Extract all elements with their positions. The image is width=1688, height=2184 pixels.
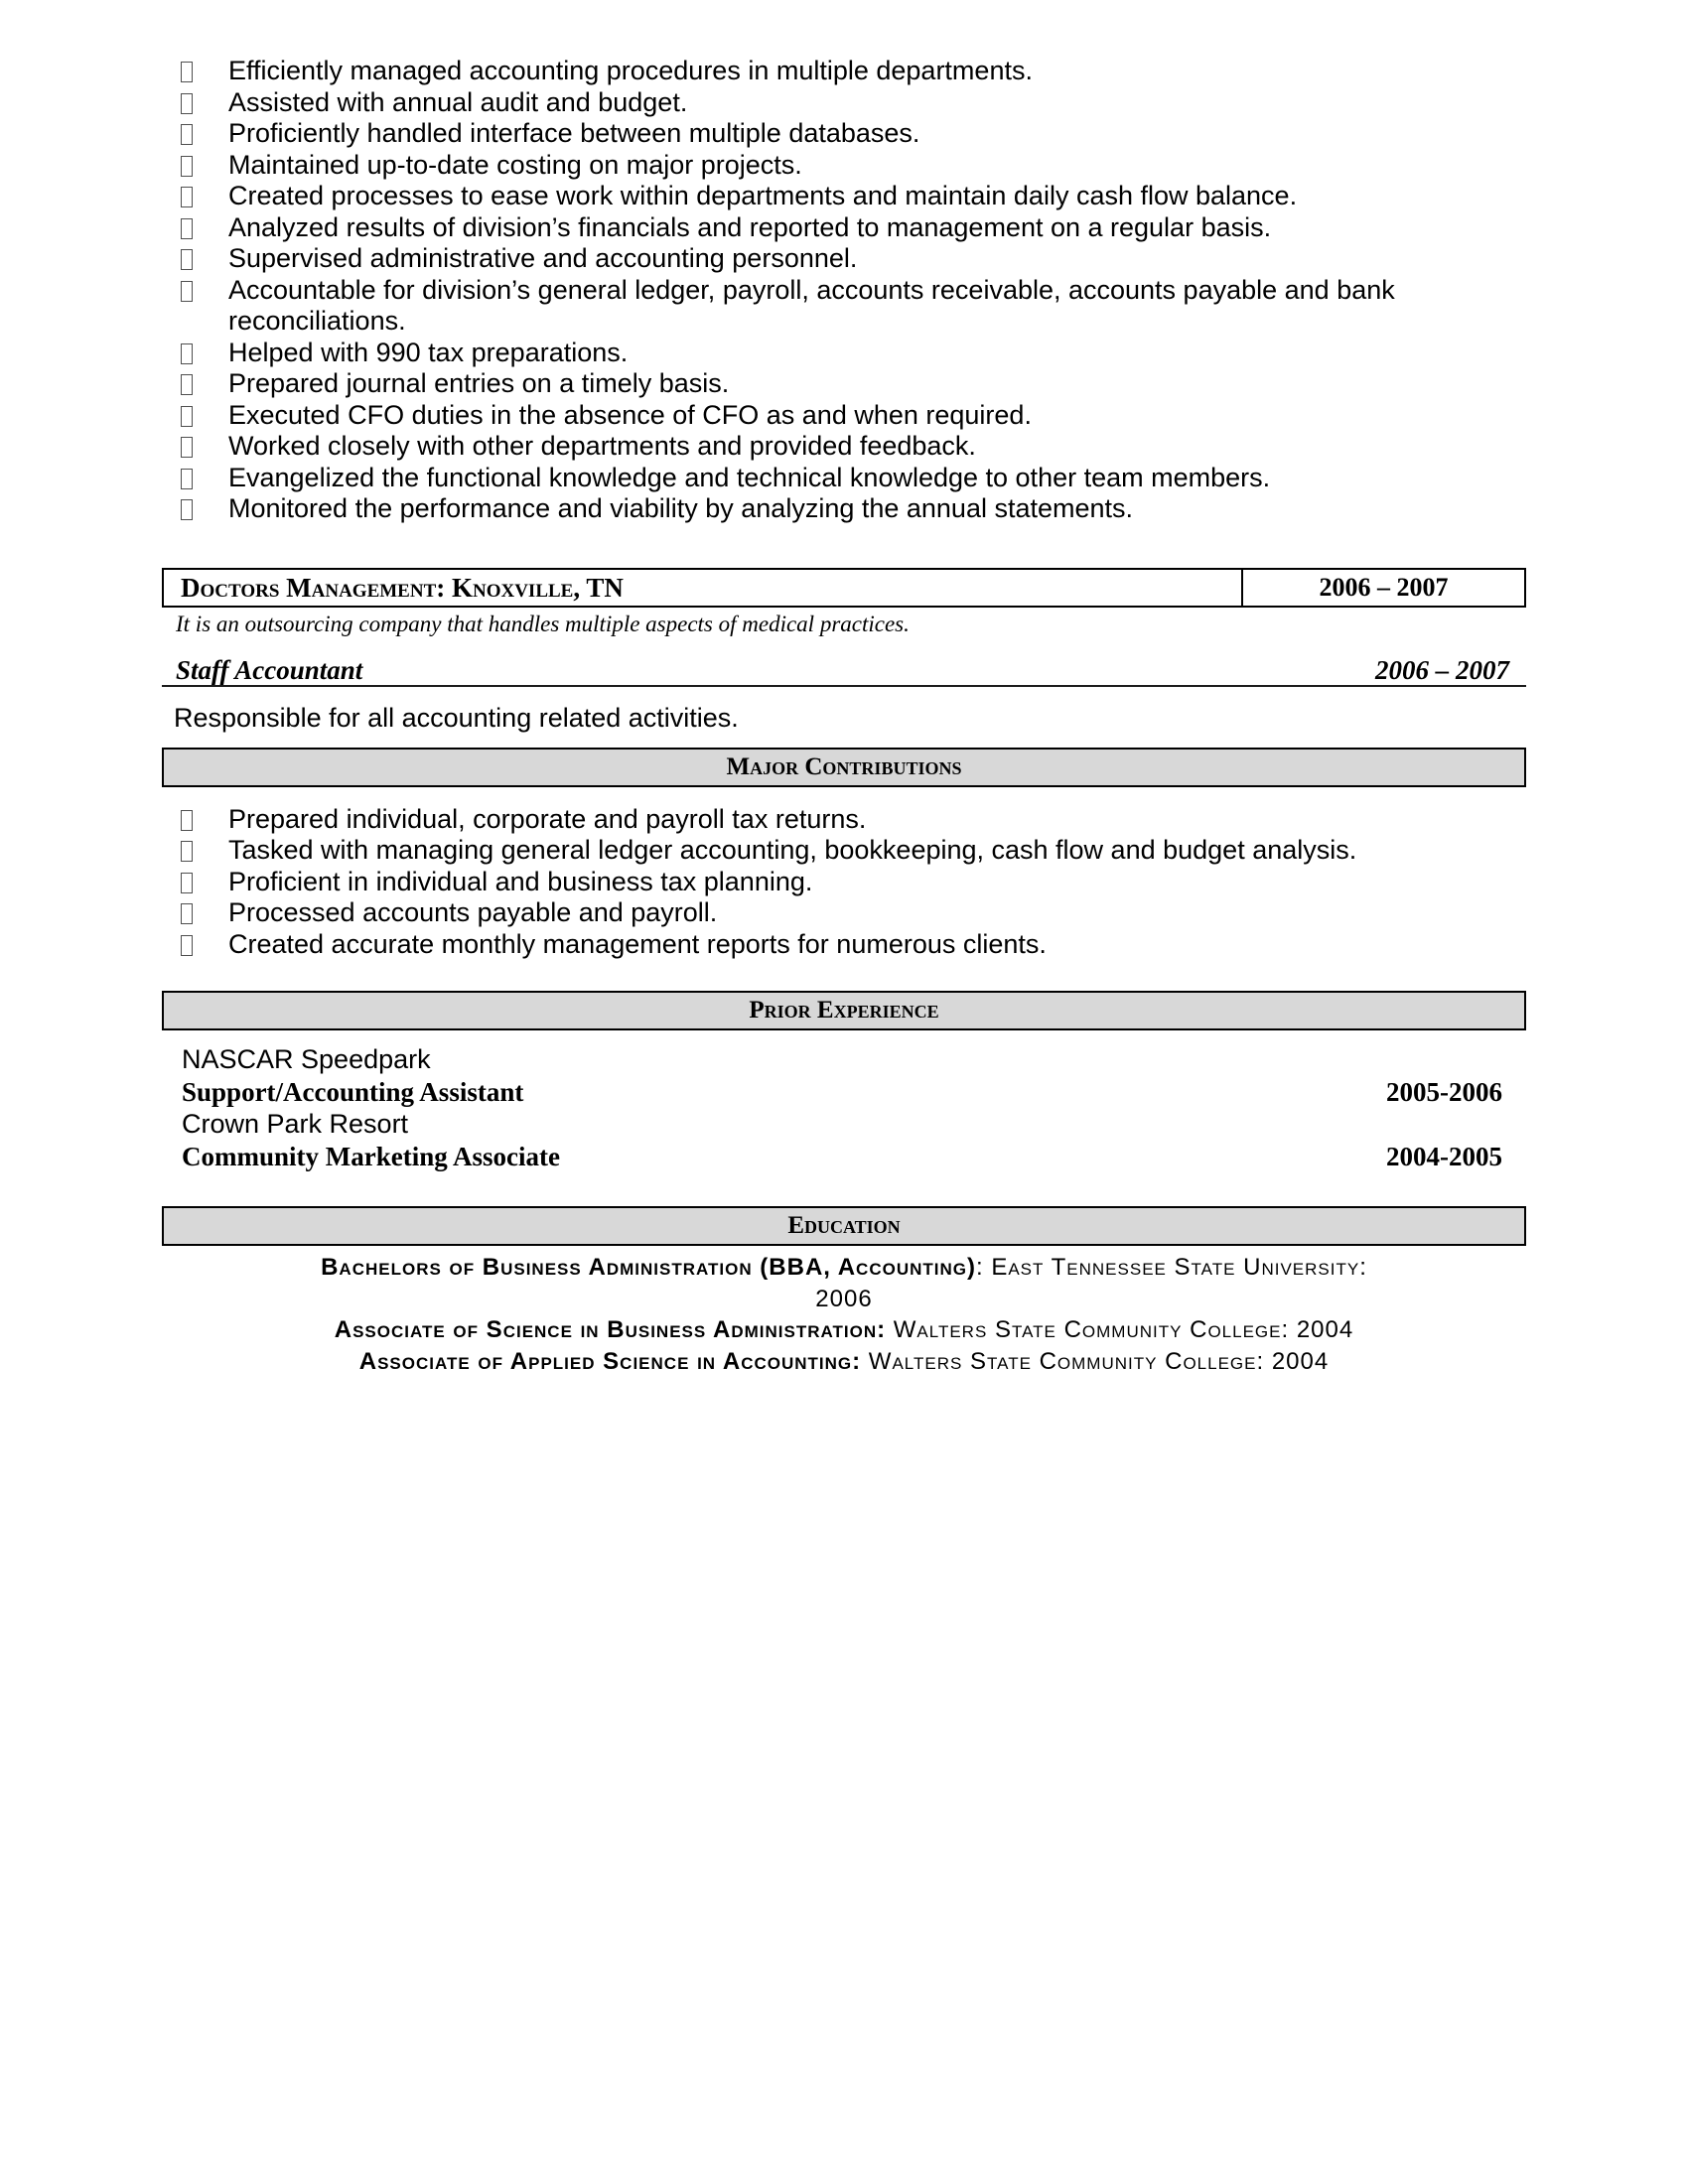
bullet-text: Assisted with annual audit and budget. [228,86,688,117]
bullet-text: Proficiently handled interface between multiple databases. [228,118,920,148]
bullet-text: Executed CFO duties in the absence of CFO as and when required. [228,399,1032,430]
bullet-box-icon [181,343,193,364]
degree-name: Associate of Science in Business Administration: [334,1316,887,1343]
employer-dates: 2006 – 2007 [1241,570,1524,606]
degree-institution: : East Tennessee State University: [975,1254,1367,1281]
prior-dates: 2004-2005 [1386,1141,1502,1171]
bullet-box-icon [181,124,193,145]
bullet-box-icon [181,810,193,831]
bullet-text: Created processes to ease work within departments and maintain daily cash flow balance. [228,181,1298,210]
bullet-box-icon [181,62,193,82]
bullet-text: Maintained up-to-date costing on major projects. [228,149,802,180]
prior-experience-entry [182,1108,1526,1172]
prior-company: Crown Park Resort [182,1109,409,1139]
bullet-text: Tasked with managing general ledger accounting, bookkeeping, cash flow and budget analysis. [228,835,1357,865]
section-header-education: Education [162,1206,1526,1246]
education-entry [162,1314,1526,1346]
degree-year: 2006 [815,1285,873,1312]
education-block [162,1252,1526,1377]
bullet-text: Prepared journal entries on a timely basis. [228,368,730,398]
bullet-item [162,493,1526,525]
bullet-box-icon [181,437,193,458]
bullet-text: Processed accounts payable and payroll. [228,897,718,927]
employer-description: It is an outsourcing company that handles multiple aspects of medical practices. [176,611,910,636]
bullet-text: Analyzed results of division’s financials and reported to management on a regular basis. [228,211,1272,242]
degree-name: Bachelors of Business Administration (BBA, Accounting) [321,1254,976,1281]
bullet-item [162,212,1526,244]
job-summary: Responsible for all accounting related activities. [174,702,739,733]
bullet-item [162,463,1526,494]
degree-institution: Walters State Community College: 2004 [861,1347,1330,1375]
bullet-box-icon [181,873,193,893]
prior-role: Support/Accounting Assistant [182,1076,524,1107]
education-entry [162,1252,1526,1314]
education-entry [162,1346,1526,1378]
section-header-prior-experience: Prior Experience [162,991,1526,1030]
bullet-item [162,275,1526,338]
bullet-box-icon [181,281,193,302]
bullet-text: Monitored the performance and viability by analyzing the annual statements. [228,493,1134,523]
bullet-item [162,243,1526,275]
major-contributions-list [162,787,1526,961]
bullet-item [162,338,1526,369]
section-header-major-contributions: Major Contributions [162,748,1526,787]
bullet-item [162,368,1526,400]
bullet-box-icon [181,841,193,862]
prior-role-row [182,1076,1526,1109]
bullet-text: Accountable for division’s general ledger, payroll, accounts receivable, accounts payable and bank reconciliations. [228,274,1395,336]
bullet-item [162,929,1526,961]
bullet-item [162,181,1526,212]
bullet-text: Helped with 990 tax preparations. [228,337,629,367]
job-dates: 2006 – 2007 [1375,654,1509,685]
bullet-box-icon [181,249,193,270]
bullet-box-icon [181,156,193,177]
bullet-item [162,431,1526,463]
bullet-box-icon [181,406,193,427]
bullet-item [162,400,1526,432]
prior-dates: 2005-2006 [1386,1076,1502,1107]
prior-company: NASCAR Speedpark [182,1044,431,1074]
bullet-box-icon [181,218,193,239]
bullet-item [162,897,1526,929]
job-title: Staff Accountant [176,654,363,685]
responsibilities-list [162,0,1526,525]
prior-role-row [182,1141,1526,1173]
bullet-item [162,56,1526,87]
job-title-row [162,655,1526,687]
bullet-item [162,150,1526,182]
bullet-text: Worked closely with other departments and provided feedback. [228,431,976,461]
employer-name: Doctors Management: Knoxville, TN [181,572,624,603]
bullet-item [162,867,1526,898]
prior-experience-entry [182,1043,1526,1108]
bullet-text: Supervised administrative and accounting personnel. [228,243,858,273]
bullet-box-icon [181,374,193,395]
bullet-text: Efficiently managed accounting procedures in multiple departments. [228,56,1033,85]
degree-name: Associate of Applied Science in Accounting: [358,1347,862,1375]
prior-experience-block [162,1043,1526,1172]
bullet-box-icon [181,903,193,924]
bullet-box-icon [181,93,193,114]
bullet-box-icon [181,469,193,489]
degree-institution: Walters State Community College: 2004 [886,1316,1354,1343]
bullet-text: Evangelized the functional knowledge and technical knowledge to other team members. [228,462,1271,492]
bullet-item [162,804,1526,836]
bullet-item [162,835,1526,867]
bullet-text: Prepared individual, corporate and payroll tax returns. [228,803,867,834]
bullet-item [162,87,1526,119]
bullet-box-icon [181,187,193,207]
bullet-item [162,118,1526,150]
bullet-text: Created accurate monthly management reports for numerous clients. [228,928,1047,959]
bullet-text: Proficient in individual and business tax planning. [228,866,813,896]
employer-header-table [162,568,1526,608]
bullet-box-icon [181,499,193,520]
bullet-box-icon [181,935,193,956]
prior-role: Community Marketing Associate [182,1141,560,1171]
